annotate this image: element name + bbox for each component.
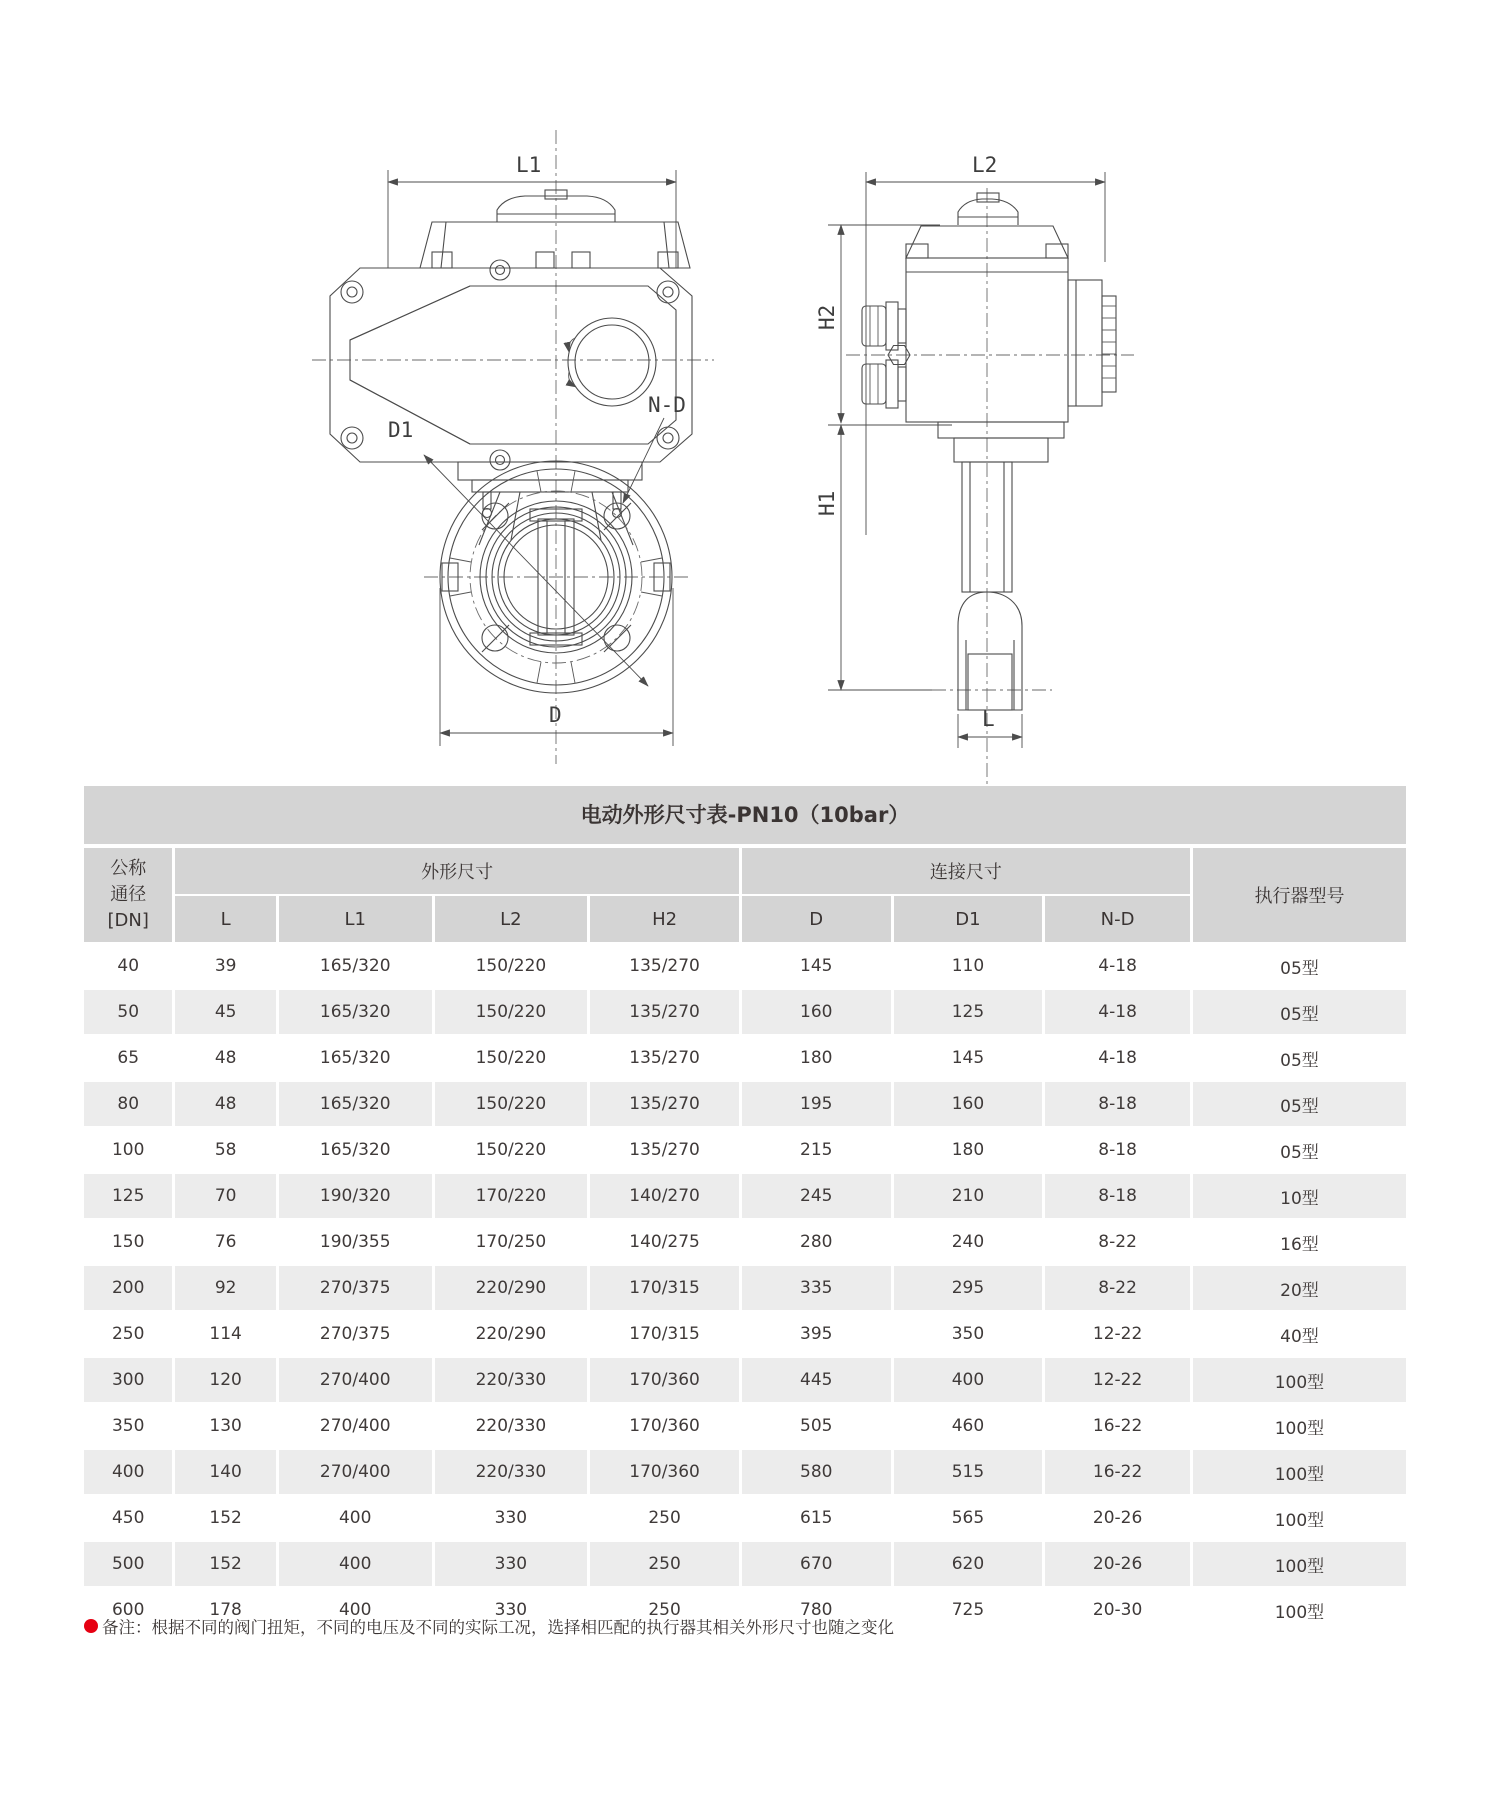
- table-cell: 170/220: [435, 1174, 588, 1218]
- table-cell: 48: [175, 1036, 275, 1080]
- table-cell: 165/320: [279, 944, 432, 988]
- table-cell: 100: [84, 1128, 172, 1172]
- table-cell: 160: [742, 990, 891, 1034]
- table-row: [84, 1358, 1406, 1402]
- header-col-d: D: [742, 896, 891, 942]
- table-cell: 210: [894, 1174, 1043, 1218]
- table-cell: 12-22: [1045, 1358, 1190, 1402]
- table-cell: 250: [590, 1588, 739, 1632]
- table-cell: 8-22: [1045, 1220, 1190, 1264]
- table-cell: 16-22: [1045, 1404, 1190, 1448]
- table-cell: 250: [84, 1312, 172, 1356]
- table-cell: 220/330: [435, 1404, 588, 1448]
- table-cell: 445: [742, 1358, 891, 1402]
- table-cell: 240: [894, 1220, 1043, 1264]
- table-cell: 150: [84, 1220, 172, 1264]
- table-cell: 4-18: [1045, 944, 1190, 988]
- table-cell: 05型: [1193, 1036, 1406, 1080]
- header-col-d1: D1: [894, 896, 1043, 942]
- table-cell: 515: [894, 1450, 1043, 1494]
- table-cell: 130: [175, 1404, 275, 1448]
- connector-ribs: [1102, 306, 1116, 378]
- table-cell: 05型: [1193, 990, 1406, 1034]
- header-col-l1: L1: [279, 896, 432, 942]
- table-cell: 65: [84, 1036, 172, 1080]
- table-row: [84, 1266, 1406, 1310]
- table-row: [84, 1496, 1406, 1540]
- table-cell: 05型: [1193, 1082, 1406, 1126]
- table-cell: 330: [435, 1588, 588, 1632]
- table-body: [84, 944, 1406, 1632]
- table-cell: 165/320: [279, 1128, 432, 1172]
- technical-drawing: [0, 0, 1500, 800]
- table-cell: 100型: [1193, 1404, 1406, 1448]
- table-cell: 110: [894, 944, 1043, 988]
- table-cell: 39: [175, 944, 275, 988]
- table-cell: 178: [175, 1588, 275, 1632]
- table-cell: 195: [742, 1082, 891, 1126]
- table-cell: 165/320: [279, 1036, 432, 1080]
- table-row: [84, 1312, 1406, 1356]
- table-cell: 40型: [1193, 1312, 1406, 1356]
- side-view: [815, 153, 1134, 790]
- table-cell: 350: [84, 1404, 172, 1448]
- table-cell: 200: [84, 1266, 172, 1310]
- dim-label-nd: N-D: [648, 393, 686, 417]
- table-cell: 100型: [1193, 1542, 1406, 1586]
- table-cell: 400: [279, 1588, 432, 1632]
- table-cell: 100型: [1193, 1450, 1406, 1494]
- table-title: 电动外形尺寸表-PN10（10bar）: [84, 786, 1406, 844]
- table-cell: 620: [894, 1542, 1043, 1586]
- dimension-table-section: [84, 786, 1406, 1634]
- table-cell: 05型: [1193, 1128, 1406, 1172]
- table-cell: 170/315: [590, 1312, 739, 1356]
- header-col-l2: L2: [435, 896, 588, 942]
- table-row: [84, 1404, 1406, 1448]
- table-row: [84, 944, 1406, 988]
- table-cell: 500: [84, 1542, 172, 1586]
- table-cell: 140/270: [590, 1174, 739, 1218]
- table-cell: 400: [279, 1496, 432, 1540]
- table-cell: 300: [84, 1358, 172, 1402]
- table-cell: 250: [590, 1496, 739, 1540]
- table-row: [84, 1128, 1406, 1172]
- table-cell: 12-22: [1045, 1312, 1190, 1356]
- table-cell: 140: [175, 1450, 275, 1494]
- table-cell: 100型: [1193, 1496, 1406, 1540]
- table-row: [84, 1542, 1406, 1586]
- table-cell: 160: [894, 1082, 1043, 1126]
- table-cell: 8-18: [1045, 1128, 1190, 1172]
- table-row: [84, 1036, 1406, 1080]
- table-cell: 20-26: [1045, 1542, 1190, 1586]
- table-cell: 152: [175, 1496, 275, 1540]
- header-dn-line1: 公称: [110, 858, 147, 879]
- table-row: [84, 1174, 1406, 1218]
- table-row: [84, 1082, 1406, 1126]
- table-cell: 70: [175, 1174, 275, 1218]
- note-text: 备注：根据不同的阀门扭矩，不同的电压及不同的实际工况，选择相匹配的执行器其相关外形尺寸也随之变化: [102, 1618, 894, 1637]
- table-cell: 100型: [1193, 1588, 1406, 1632]
- table-cell: 600: [84, 1588, 172, 1632]
- header-dn-line2: 通径: [110, 884, 147, 905]
- table-cell: 565: [894, 1496, 1043, 1540]
- table-cell: 8-22: [1045, 1266, 1190, 1310]
- table-row: [84, 990, 1406, 1034]
- table-cell: 145: [742, 944, 891, 988]
- table-cell: 330: [435, 1542, 588, 1586]
- table-cell: 400: [279, 1542, 432, 1586]
- table-cell: 350: [894, 1312, 1043, 1356]
- table-row: [84, 1220, 1406, 1264]
- dim-label-l: L: [982, 707, 995, 731]
- table-cell: 400: [84, 1450, 172, 1494]
- table-cell: 76: [175, 1220, 275, 1264]
- table-cell: 270/400: [279, 1404, 432, 1448]
- dimension-table: [81, 846, 1409, 1634]
- table-cell: 150/220: [435, 944, 588, 988]
- table-cell: 145: [894, 1036, 1043, 1080]
- table-cell: 20-30: [1045, 1588, 1190, 1632]
- table-cell: 670: [742, 1542, 891, 1586]
- table-cell: 135/270: [590, 944, 739, 988]
- table-cell: 20型: [1193, 1266, 1406, 1310]
- table-cell: 45: [175, 990, 275, 1034]
- table-cell: 270/375: [279, 1266, 432, 1310]
- table-cell: 220/290: [435, 1312, 588, 1356]
- table-cell: 100型: [1193, 1358, 1406, 1402]
- header-dn-line3: [DN]: [107, 910, 149, 931]
- header-dn: [84, 848, 172, 942]
- table-cell: 135/270: [590, 990, 739, 1034]
- table-cell: 295: [894, 1266, 1043, 1310]
- table-cell: 10型: [1193, 1174, 1406, 1218]
- table-cell: 125: [894, 990, 1043, 1034]
- table-cell: 170/360: [590, 1404, 739, 1448]
- table-cell: 180: [742, 1036, 891, 1080]
- valve-flange: [424, 455, 672, 693]
- table-cell: 8-18: [1045, 1174, 1190, 1218]
- table-cell: 58: [175, 1128, 275, 1172]
- table-cell: 220/330: [435, 1450, 588, 1494]
- table-cell: 150/220: [435, 1036, 588, 1080]
- note-bullet-icon: [84, 1619, 98, 1633]
- table-cell: 725: [894, 1588, 1043, 1632]
- table-cell: 245: [742, 1174, 891, 1218]
- table-cell: 215: [742, 1128, 891, 1172]
- dim-label-d1: D1: [388, 418, 414, 442]
- table-cell: 92: [175, 1266, 275, 1310]
- dim-label-l1: L1: [516, 153, 542, 177]
- table-cell: 335: [742, 1266, 891, 1310]
- table-cell: 270/400: [279, 1450, 432, 1494]
- table-cell: 220/290: [435, 1266, 588, 1310]
- table-cell: 460: [894, 1404, 1043, 1448]
- table-cell: 270/400: [279, 1358, 432, 1402]
- table-cell: 40: [84, 944, 172, 988]
- footnote: [84, 1614, 894, 1638]
- table-row: [84, 1450, 1406, 1494]
- table-cell: 190/320: [279, 1174, 432, 1218]
- table-cell: 150/220: [435, 990, 588, 1034]
- table-cell: 270/375: [279, 1312, 432, 1356]
- table-cell: 135/270: [590, 1128, 739, 1172]
- table-cell: 780: [742, 1588, 891, 1632]
- table-cell: 16-22: [1045, 1450, 1190, 1494]
- table-cell: 220/330: [435, 1358, 588, 1402]
- table-cell: 4-18: [1045, 1036, 1190, 1080]
- table-cell: 400: [894, 1358, 1043, 1402]
- table-cell: 20-26: [1045, 1496, 1190, 1540]
- table-cell: 170/360: [590, 1358, 739, 1402]
- header-group-outline: 外形尺寸: [175, 848, 739, 894]
- table-cell: 120: [175, 1358, 275, 1402]
- table-cell: 280: [742, 1220, 891, 1264]
- table-cell: 170/250: [435, 1220, 588, 1264]
- dim-label-d: D: [549, 703, 562, 727]
- dim-label-l2: L2: [972, 153, 998, 177]
- table-cell: 180: [894, 1128, 1043, 1172]
- header-group-connect: 连接尺寸: [742, 848, 1190, 894]
- table-cell: 125: [84, 1174, 172, 1218]
- table-cell: 05型: [1193, 944, 1406, 988]
- table-cell: 140/275: [590, 1220, 739, 1264]
- table-cell: 48: [175, 1082, 275, 1126]
- front-view: [312, 130, 714, 764]
- table-cell: 8-18: [1045, 1082, 1190, 1126]
- table-cell: 450: [84, 1496, 172, 1540]
- header-col-l: L: [175, 896, 275, 942]
- header-actuator-model: 执行器型号: [1193, 848, 1406, 942]
- table-cell: 4-18: [1045, 990, 1190, 1034]
- table-cell: 615: [742, 1496, 891, 1540]
- table-cell: 190/355: [279, 1220, 432, 1264]
- table-cell: 165/320: [279, 990, 432, 1034]
- table-cell: 135/270: [590, 1082, 739, 1126]
- header-col-h2: H2: [590, 896, 739, 942]
- table-cell: 150/220: [435, 1082, 588, 1126]
- header-col-nd: N-D: [1045, 896, 1190, 942]
- table-cell: 250: [590, 1542, 739, 1586]
- table-cell: 135/270: [590, 1036, 739, 1080]
- dim-label-h1: H1: [815, 490, 839, 516]
- table-cell: 152: [175, 1542, 275, 1586]
- table-cell: 150/220: [435, 1128, 588, 1172]
- table-cell: 50: [84, 990, 172, 1034]
- table-cell: 580: [742, 1450, 891, 1494]
- table-cell: 170/360: [590, 1450, 739, 1494]
- table-cell: 16型: [1193, 1220, 1406, 1264]
- table-cell: 114: [175, 1312, 275, 1356]
- table-cell: 165/320: [279, 1082, 432, 1126]
- table-cell: 170/315: [590, 1266, 739, 1310]
- table-cell: 395: [742, 1312, 891, 1356]
- table-cell: 80: [84, 1082, 172, 1126]
- dim-label-h2: H2: [815, 304, 839, 330]
- table-cell: 330: [435, 1496, 588, 1540]
- table-cell: 505: [742, 1404, 891, 1448]
